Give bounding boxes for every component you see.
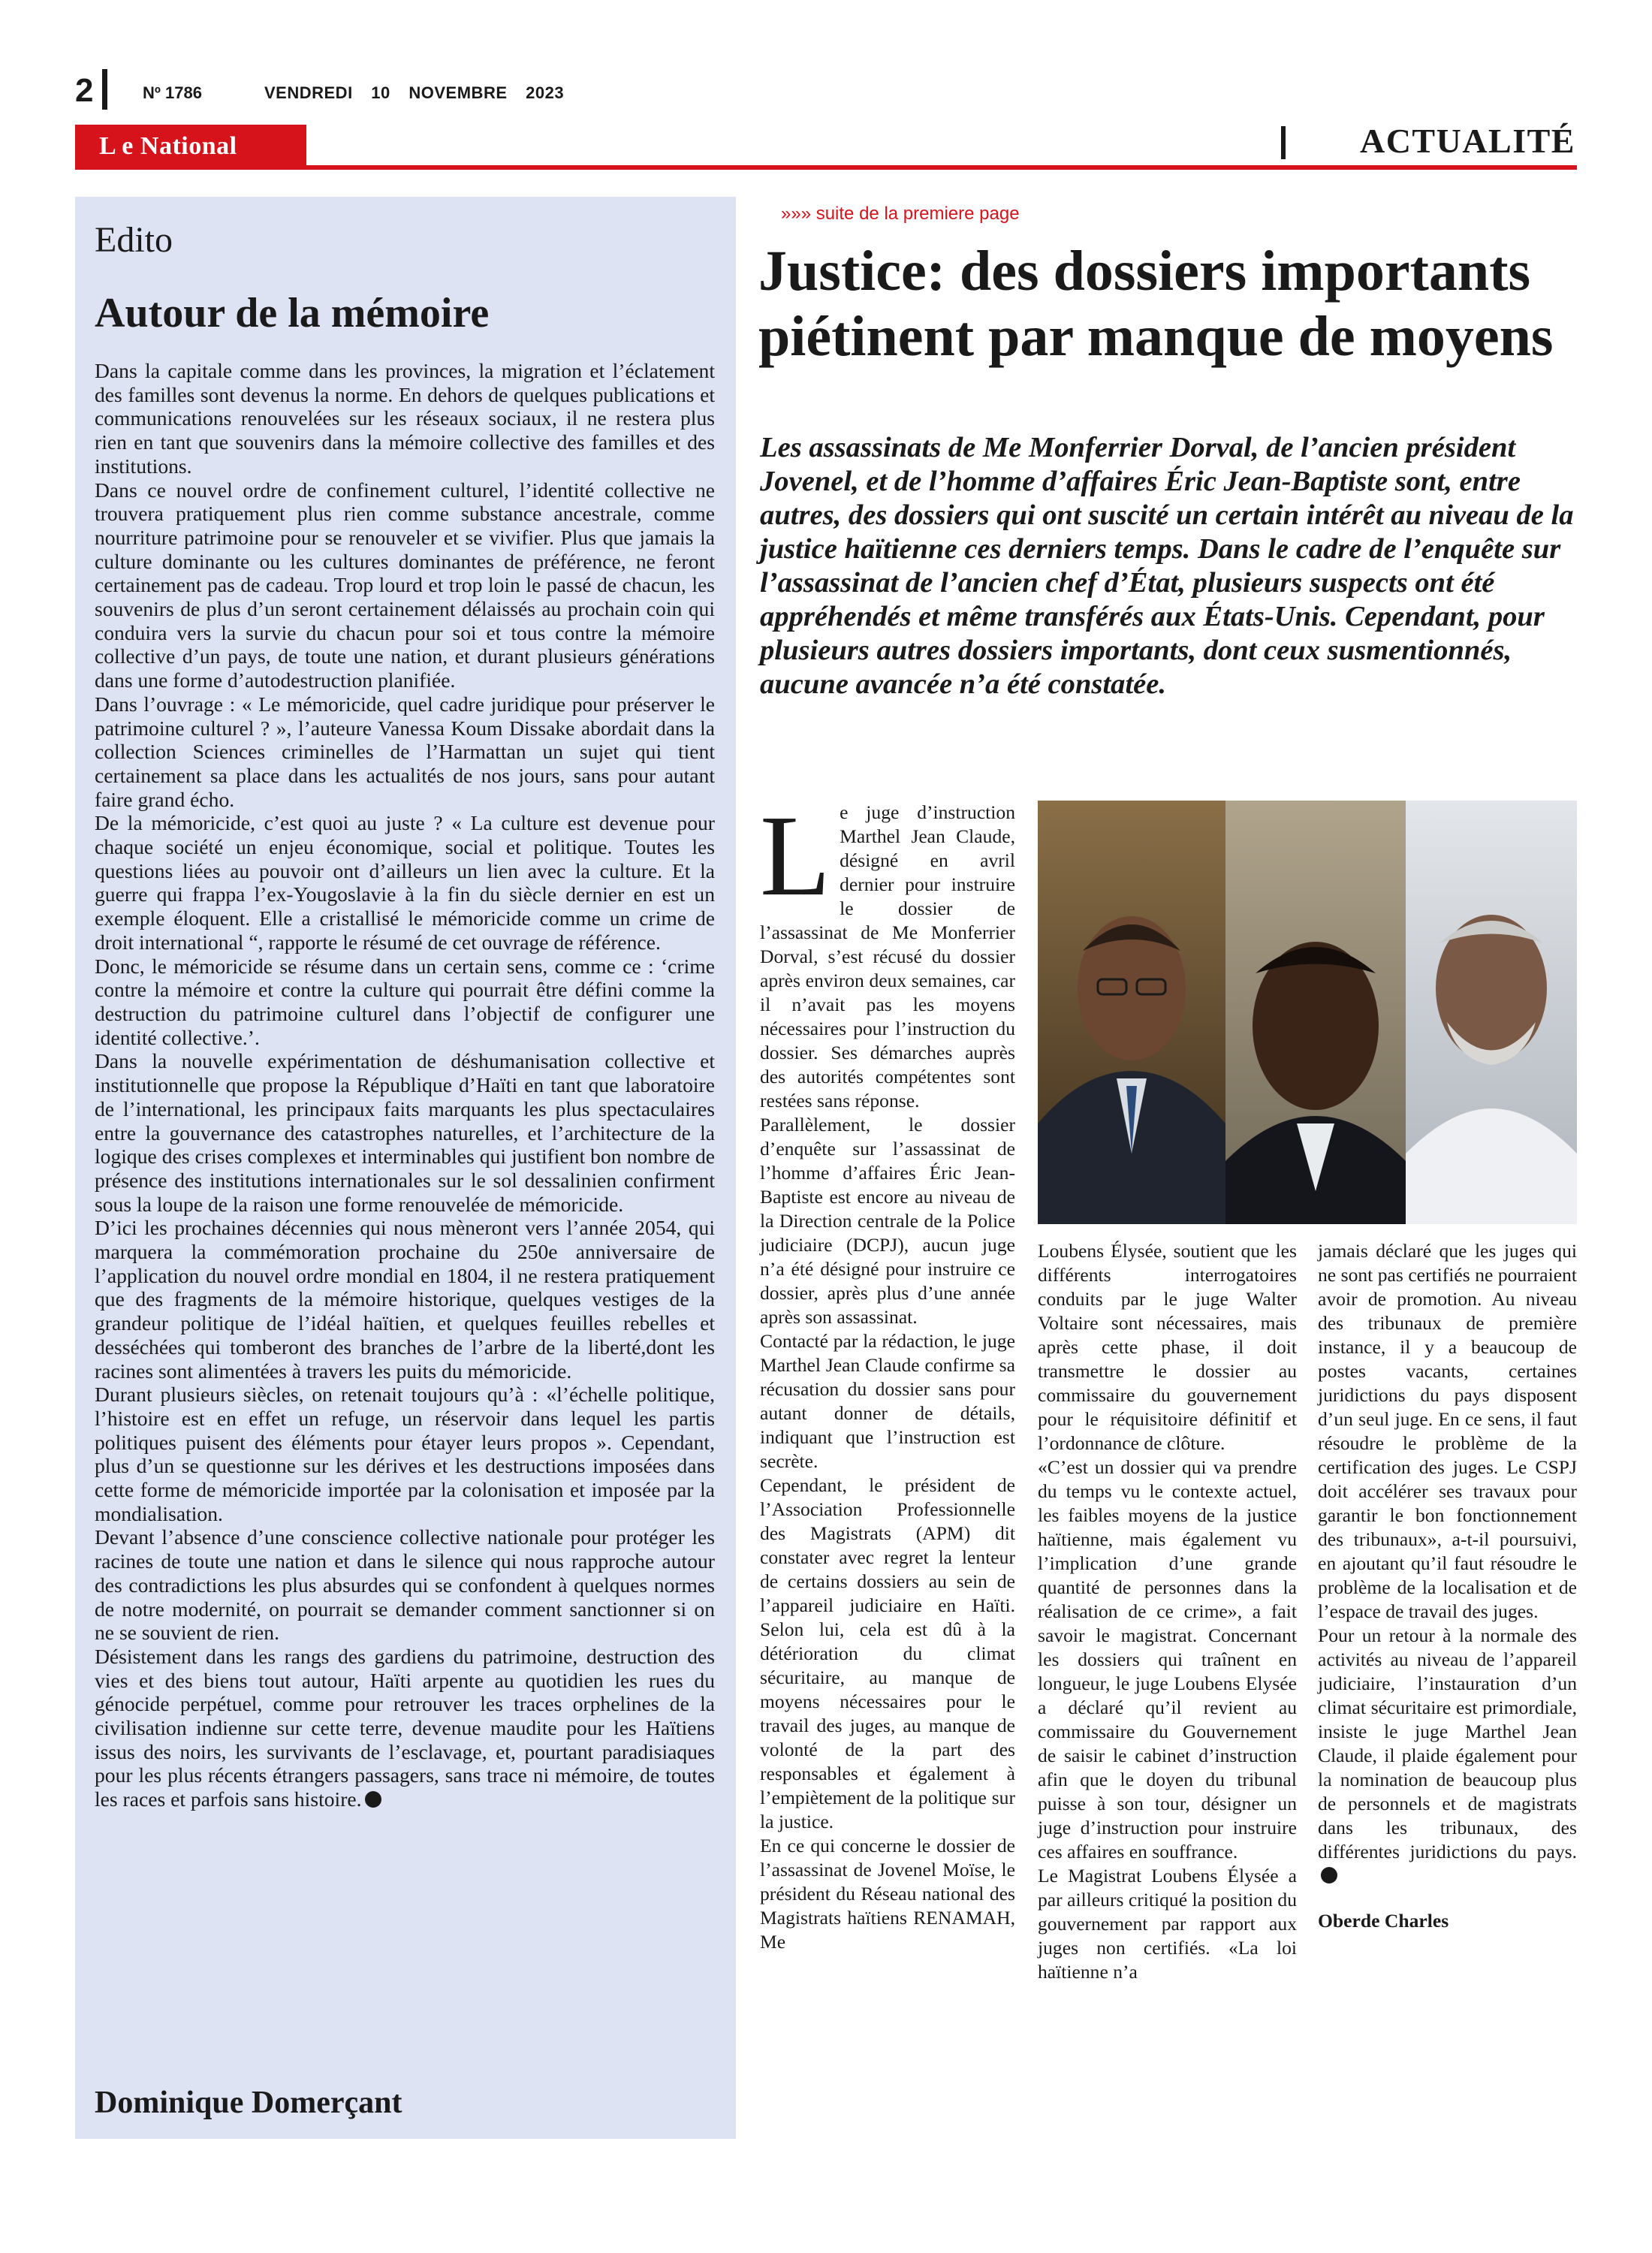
edito-paragraph-text: Désistement dans les rangs des gardiens du patrimoine, destruction des vies et des biens tout autour, Haïti arpente au quotidien les rues du génocide perpétuel, comme pour retrouver les traces orphelines de la civilisation indienne sur cette terre, devenue maudite pour les Haïtiens issus des noirs, les survivants de l’esclavage, et, pourtant paradisiaques pour les plus récents étrangers passagers, sans trace ni mémoire, de toutes les races et parfois sans histoire.	[95, 1644, 715, 1811]
section-title: ACTUALITÉ	[1359, 122, 1575, 160]
article-paragraph-text: Pour un retour à la normale des activités au niveau de l’appareil judiciaire, l’instauration d’un climat sécuritaire est primordiale, insiste le juge Marthel Jean Claude, il plaide également pour la nomination de beaucoup plus de personnels et de magistrats dans les tribunaux, des différentes juridictions du pays.	[1318, 1624, 1577, 1862]
article-paragraph: Parallèlement, le dossier d’enquête sur l’assassinat de l’homme d’affaires Éric Jean-Baptiste est encore au niveau de la Direction centrale de la Police judiciaire (DCPJ), aucun juge n’a été désigné pour instruire ce dossier, après plus d’une année après son assassinat.	[760, 1114, 1015, 1328]
edito-paragraph: Dans la capitale comme dans les provinces, la migration et l’éclatement des familles sont devenus la norme. En dehors de quelques publications et communications renouvelées sur les réseaux sociaux, il ne restera plus rien en tant que souvenirs dans la mémoire collective des familles et des institutions.	[95, 359, 715, 478]
edito-paragraph: Dans ce nouvel ordre de confinement culturel, l’identité collective ne trouvera pratiquement plus rien comme substance ancestrale, comme nourriture patrimoine pour se renouveler et se vivifier. Plus que jamais la culture dominante ou les cultures dominantes de préférence, ne feront certainement pas de cadeau. Trop lourd et trop loin le passé de chacun, les souvenirs de plus d’un seront certainement délaissés au prochain coin qui conduira vers la survie du chacun pour soi et tous contre la mémoire collective d’un pays, de toute une nation, et durant plusieurs générations dans une forme d’autodestruction planifiée.	[95, 478, 715, 692]
edito-paragraph: Devant l’absence d’une conscience collective nationale pour protéger les racines de toute une nation et dans le silence qui nous rapproche autour des contradictions les plus absurdes qui se confondent à quelques normes de notre modernité, on pourrait se demander comment sanctionner si on ne se souvient de rien.	[95, 1525, 715, 1645]
article-paragraph: Cependant, le président de l’Association Professionnelle des Magistrats (APM) dit constater avec regret la lenteur de certains dossiers au sein de l’appareil judiciaire en Haïti. Selon lui, cela est dû à la détérioration du climat sécuritaire, au manque de moyens nécessaires pour le travail des juges, au manque de volonté de la part des responsables et également à l’empiètement de la politique sur la justice.	[760, 1474, 1015, 1832]
article-paragraph: «C’est un dossier qui va prendre du temps vu le contexte actuel, les faibles moyens de la justice haïtienne, mais également vu l’implication d’une grande quantité de personnes dans la réalisation de ce crime», a fait savoir le magistrat. Concernant les dossiers qui traînent en longueur, le juge Loubens Elysée a déclaré qu’il revient au commissaire du Gouvernement de saisir le cabinet d’instruction afin que le doyen du tribunal puisse à son tour, désigner un juge d’instruction pour instruire ces affaires en souffrance.	[1038, 1456, 1297, 1862]
article-paragraph: Loubens Élysée, soutient que les différents interrogatoires conduits par le juge Walter Voltaire sont nécessaires, mais après cette phase, il doit transmettre le dossier au commissaire du gouvernement pour le réquisitoire définitif et l’ordonnance de clôture.	[1038, 1240, 1297, 1454]
drop-cap: L	[760, 792, 831, 920]
page-number: 2	[75, 72, 94, 109]
article-paragraph: e juge d’instruction Marthel Jean Claude, désigné en avril dernier pour instruire le dossier de l’assassinat de Me Monferrier Dorval, s’est récusé du dossier après environ deux semaines, car il n’avait pas les moyens nécessaires pour l’instruction du dossier. Ses démarches auprès des autorités compétentes sont restées sans réponse.	[760, 801, 1015, 1111]
three-portraits-photo	[1038, 801, 1577, 1224]
continued-kicker: »»» suite de la premiere page	[781, 204, 1020, 224]
edito-paragraph: Durant plusieurs siècles, on retenait toujours qu’à : «l’échelle politique, l’histoire est en effet un refuge, un réservoir dans lequel les partis politiques puisent des éléments pour étayer leurs propos ». Cependant, plus d’un se questionne sur les dérives et les destructions imposées dans cette forme de mémoricide importée par la colonisation et imposée par la mondialisation.	[95, 1383, 715, 1525]
edito-paragraph: Donc, le mémoricide se résume dans un certain sens, comme ce : ‘crime contre la mémoire et contre la culture qui pourrait être défini comme la destruction du patrimoine culturel dans l’objectif de configurer une identité collective.’.	[95, 954, 715, 1049]
end-of-article-icon	[365, 1791, 381, 1808]
article-column-1	[760, 792, 1015, 1954]
article-headline: Justice: des dossiers importants piétinent par manque de moyens	[758, 240, 1554, 368]
issue-number: Nº 1786	[143, 83, 202, 102]
article-paragraph: Le Magistrat Loubens Élysée a par ailleurs critiqué la position du gouvernement par rapport aux juges non certifiés. «La loi haïtienne n’a	[1038, 1865, 1297, 1983]
paper-name: L e National	[99, 132, 237, 160]
article-paragraph-last	[1318, 1624, 1577, 1888]
edito-paragraph: De la mémoricide, c’est quoi au juste ? « La culture est devenue pour chaque société un enjeu économique, social et politique. Toutes les questions liées au pouvoir ont d’ailleurs un lien avec la culture. Et la guerre qui frappa l’ex-Yougoslavie à la fin du siècle dernier en est un exemple éloquent. Elle a cristallisé le mémoricide comme un crime de droit international “, rapporte le résumé de cet ouvrage de référence.	[95, 811, 715, 954]
article-column-2	[1038, 1239, 1297, 1984]
article-paragraph: jamais déclaré que les juges qui ne sont pas certifiés ne pourraient avoir de promotion. Au niveau des tribunaux de première instance, il y a beaucoup de postes vacants, certaines juridictions du pays disposent d’un seul juge. En ce sens, il faut résoudre le problème de la certification des juges. Le CSPJ doit accélérer ses travaux pour garantir le bon fonctionnement des tribunaux», a-t-il poursuivi, en ajoutant qu’il faut résoudre le problème de la localisation et de l’espace de travail des juges.	[1318, 1240, 1577, 1622]
end-of-article-icon	[1321, 1867, 1337, 1884]
section-divider	[1281, 126, 1286, 159]
article-photo	[1038, 801, 1577, 1224]
article-paragraph: En ce qui concerne le dossier de l’assassinat de Jovenel Moïse, le président du Réseau national des Magistrats haïtiens RENAMAH, Me	[760, 1835, 1015, 1953]
edito-author: Dominique Domerçant	[95, 2086, 402, 2120]
article-paragraph: Contacté par la rédaction, le juge Marthel Jean Claude confirme sa récusation du dossier sans pour autant donner de détails, indiquant que l’instruction est secrète.	[760, 1330, 1015, 1472]
article-lede: Les assassinats de Me Monferrier Dorval, de l’ancien président Jovenel, et de l’homme d’affaires Éric Jean-Baptiste sont, entre autres, des dossiers qui ont suscité un certain intérêt au niveau de la justice haïtienne ces derniers temps. Dans le cadre de l’enquête sur l’assassinat de l’ancien chef d’État, plusieurs suspects ont été appréhendés et même transférés aux États-Unis. Cependant, pour plusieurs autres dossiers importants, dont ceux susmentionnés, aucune avancée n’a été constatée.	[760, 432, 1574, 700]
edito-label: Edito	[95, 220, 173, 260]
article-column-3	[1318, 1239, 1577, 1933]
edito-paragraph: Dans l’ouvrage : « Le mémoricide, quel cadre juridique pour préserver le patrimoine culturel ? », l’auteure Vanessa Koum Dissake abordait dans la collection Sciences criminelles de l’Harmattan un sujet qui tient certainement sa place dans les actualités de nos jours, sans pour autant faire grand écho.	[95, 692, 715, 811]
edito-paragraph-last	[95, 1645, 715, 1811]
article-author: Oberde Charles	[1318, 1910, 1449, 1932]
header-divider	[102, 69, 107, 110]
issue-date: VENDREDI 10 NOVEMBRE 2023	[264, 83, 565, 102]
edito-paragraph: D’ici les prochaines décennies qui nous mèneront vers l’année 2054, qui marquera la commémoration prochaine du 250e anniversaire de l’application du nouvel ordre mondial en 1804, il ne restera pratiquement que des fragments de la mémoire historique, quelques vestiges de la grandeur politique de l’idéal haïtien, et quelques feuilles rebelles et desséchées qui tomberont des branches de l’arbre de la liberté,dont les racines sont alimentées à travers les puits du mémoricide.	[95, 1216, 715, 1383]
edito-title: Autour de la mémoire	[95, 290, 490, 336]
edito-body	[95, 359, 715, 1811]
edito-paragraph: Dans la nouvelle expérimentation de déshumanisation collective et institutionnelle que propose la République d’Haïti en tant que laboratoire de l’international, les principaux faits marquants les plus spectaculaires entre la gouvernance des catastrophes naturelles, et l’architecture de la logique des crises complexes et interminables qui justifient bon nombre de présence des institutions internationales sur le sol dessalinien confirment sous la loupe de la raison une forme renouvelée de mémoricide.	[95, 1049, 715, 1216]
